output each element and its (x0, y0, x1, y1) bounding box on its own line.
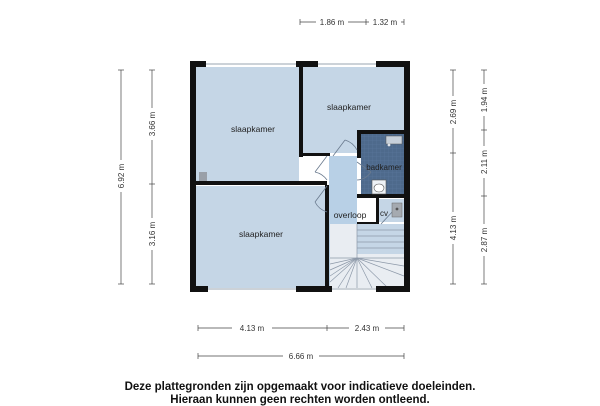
room-label-bedroom-2: slaapkamer (327, 102, 371, 112)
bedroom-radiator (199, 172, 207, 181)
dimension-right-2-bottom: 2.87 m (480, 227, 489, 253)
dimension-top-2: 1.32 m (372, 18, 398, 27)
dimension-left-total: 6.92 m (117, 163, 126, 189)
dimension-bottom-2: 2.43 m (354, 324, 380, 333)
room-label-bathroom: badkamer (366, 163, 402, 172)
disclaimer-line-1: Deze plattegronden zijn opgemaakt voor indicatieve doeleinden. (124, 381, 476, 393)
disclaimer-line-2: Hieraan kunnen geen rechten worden ontleend. (170, 394, 430, 406)
room-label-cv: cv (380, 209, 388, 218)
dimension-top-1: 1.86 m (319, 18, 345, 27)
dimension-right-1-upper: 2.69 m (449, 99, 458, 125)
dimension-right-1-lower: 4.13 m (449, 215, 458, 241)
dimension-bottom-total: 6.66 m (288, 352, 314, 361)
dimension-right-2-top: 1.94 m (480, 87, 489, 113)
dimension-left-upper: 3.66 m (148, 111, 157, 137)
cv-boiler (392, 203, 402, 217)
room-label-landing: overloop (333, 210, 367, 220)
dimension-bottom-1: 4.13 m (239, 324, 265, 333)
dimension-left-lower: 3.16 m (148, 221, 157, 247)
room-label-bedroom-3: slaapkamer (239, 229, 283, 239)
staircase (330, 224, 404, 288)
dimension-right-2-mid: 2.11 m (480, 150, 489, 174)
room-label-bedroom-1: slaapkamer (231, 124, 275, 134)
